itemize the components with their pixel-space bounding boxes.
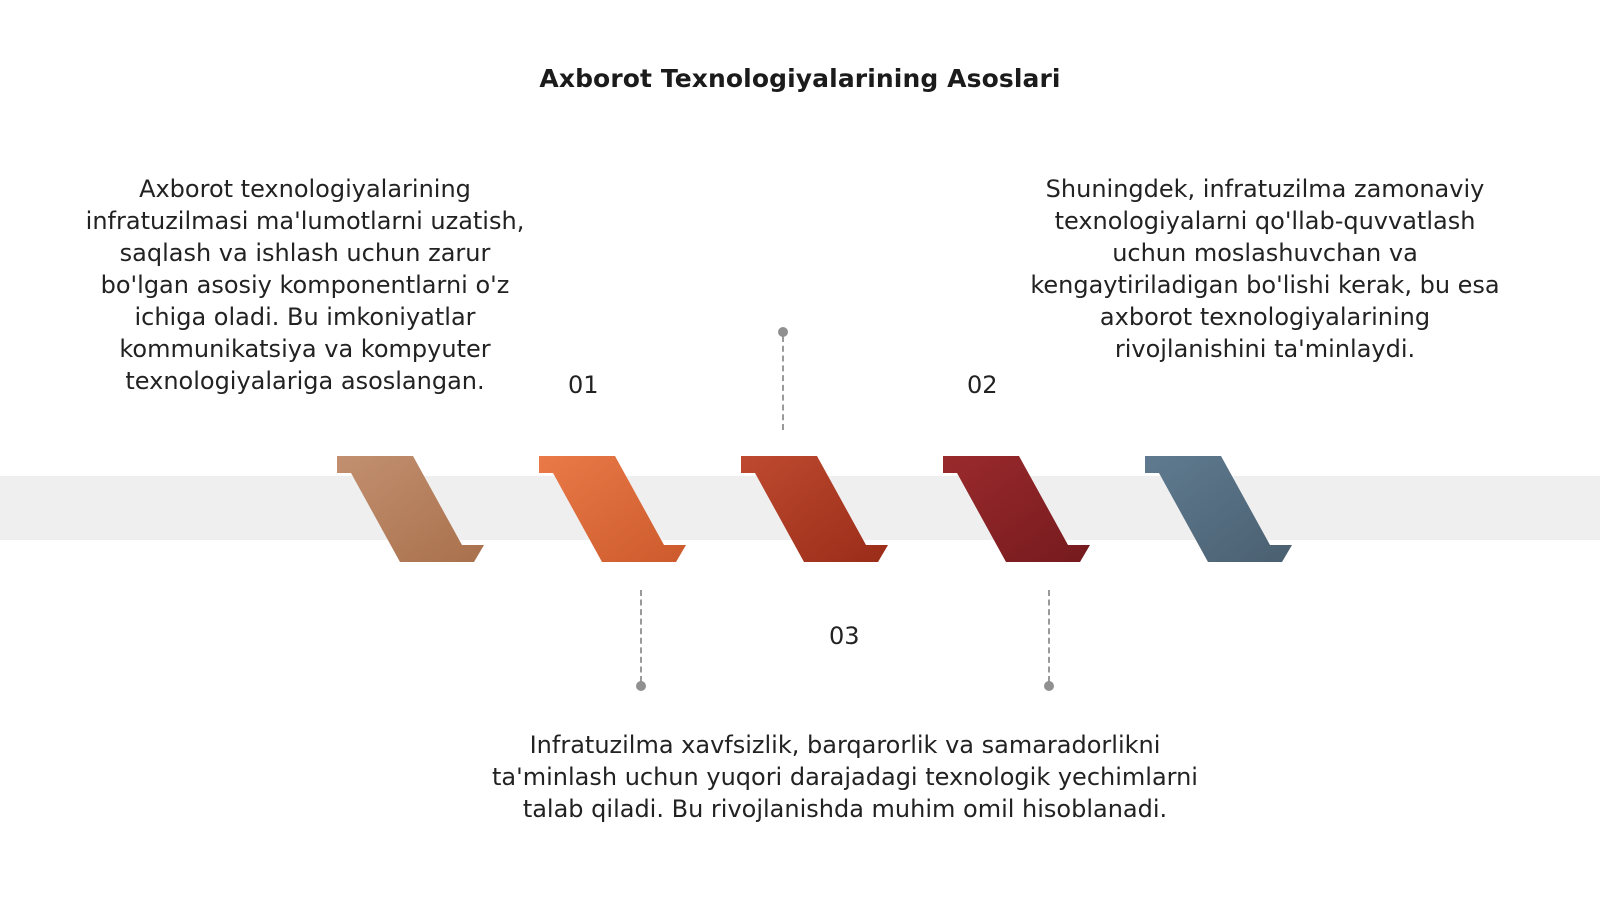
connector-top bbox=[782, 336, 784, 430]
connector-bottom-left-dot bbox=[636, 681, 646, 691]
step-2-text: Shuningdek, infratuzilma zamonaviy texnologiyalarni qo'llab-quvvatlash uchun moslashuvchan va kengaytiriladigan bo'lishi kerak, bu esa axborot texnologiyalarining rivojlanishini ta'minlaydi. bbox=[1030, 175, 1500, 363]
chevron-2 bbox=[539, 456, 686, 562]
step-3-number: 03 bbox=[829, 622, 860, 650]
chevron-3 bbox=[741, 456, 888, 562]
chevron-5 bbox=[1145, 456, 1292, 562]
step-2-number: 02 bbox=[967, 371, 998, 399]
page-title: Axborot Texnologiyalarining Asoslari bbox=[539, 64, 1061, 93]
step-1-text: Axborot texnologiyalarining infratuzilmasi ma'lumotlarni uzatish, saqlash va ishlash uchun zarur bo'lgan asosiy komponentlarni o'z ichiga oladi. Bu imkoniyatlar kommunikatsiya va kompyuter texnologiyalariga asoslangan. bbox=[85, 175, 525, 395]
connector-top-dot bbox=[778, 327, 788, 337]
step-3-text: Infratuzilma xavfsizlik, barqarorlik va samaradorlikni ta'minlash uchun yuqori darajadagi texnologik yechimlarni talab qiladi. Bu rivojlanishda muhim omil hisoblanadi. bbox=[492, 731, 1198, 823]
connector-bottom-right bbox=[1048, 590, 1050, 682]
chevron-1 bbox=[337, 456, 484, 562]
connector-bottom-right-dot bbox=[1044, 681, 1054, 691]
chevron-4 bbox=[943, 456, 1090, 562]
connector-bottom-left bbox=[640, 590, 642, 682]
step-1-number: 01 bbox=[568, 371, 599, 399]
